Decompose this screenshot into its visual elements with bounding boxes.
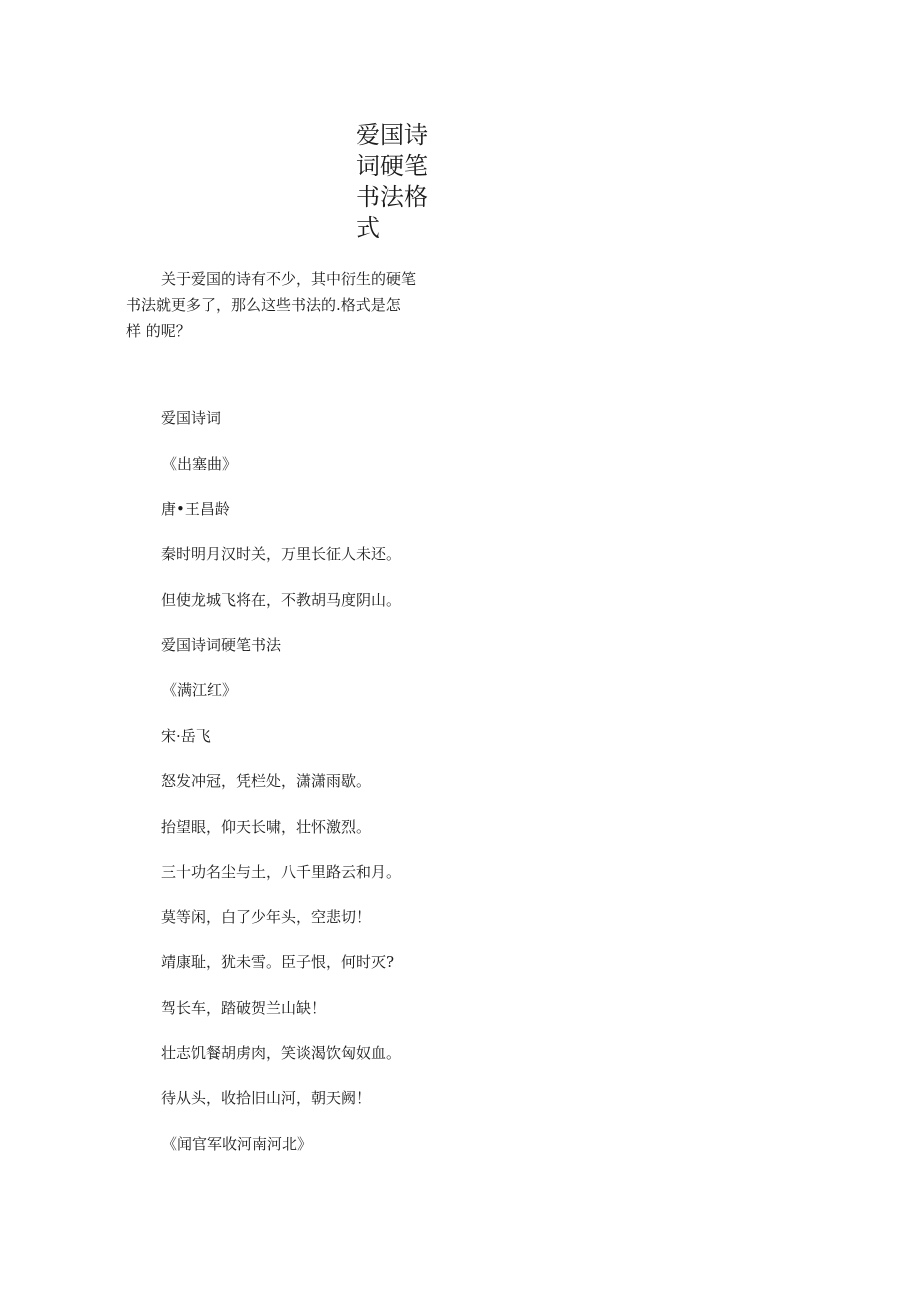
intro-line: 书法就更多了，那么这些书法的.格式是怎 (126, 296, 401, 314)
poem-title: 《满江红》 (162, 681, 238, 699)
poem-line: 莫等闲，白了少年头，空悲切！ (161, 908, 372, 926)
intro-line: 关于爱国的诗有不少，其中衍生的硬笔 (161, 270, 417, 288)
poem-line: 抬望眼，仰天长啸，壮怀激烈。 (161, 818, 372, 836)
poem-line: 靖康耻，犹未雪。臣子恨，何时灭? (161, 953, 395, 971)
intro-line: 样 的呢？ (126, 322, 191, 340)
poem-title: 《闻官军收河南河北》 (162, 1135, 313, 1153)
poem-line: 怒发冲冠，凭栏处，潇潇雨歇。 (161, 772, 372, 790)
poem-line: 待从头，收拾旧山河，朝天阙！ (161, 1089, 372, 1107)
intro-paragraph (126, 266, 440, 344)
poem-line: 驾长车，踏破贺兰山缺！ (161, 999, 327, 1017)
poem-author: 唐•王昌龄 (161, 500, 230, 518)
poem-line: 三十功名尘与土，八千里路云和月。 (161, 863, 402, 881)
poem-title: 《出塞曲》 (162, 455, 238, 473)
section-heading: 爱国诗词硬笔书法 (161, 636, 282, 654)
poem-line: 秦时明月汉时关，万里长征人未还。 (161, 545, 402, 563)
document-title: 爱国诗词硬笔书法格式 (356, 121, 428, 242)
section-heading: 爱国诗词 (161, 409, 222, 427)
poem-line: 但使龙城飞将在，不教胡马度阴山。 (161, 591, 402, 609)
poem-line: 壮志饥餐胡虏肉，笑谈渴饮匈奴血。 (161, 1044, 402, 1062)
poem-author: 宋·岳飞 (161, 727, 211, 745)
